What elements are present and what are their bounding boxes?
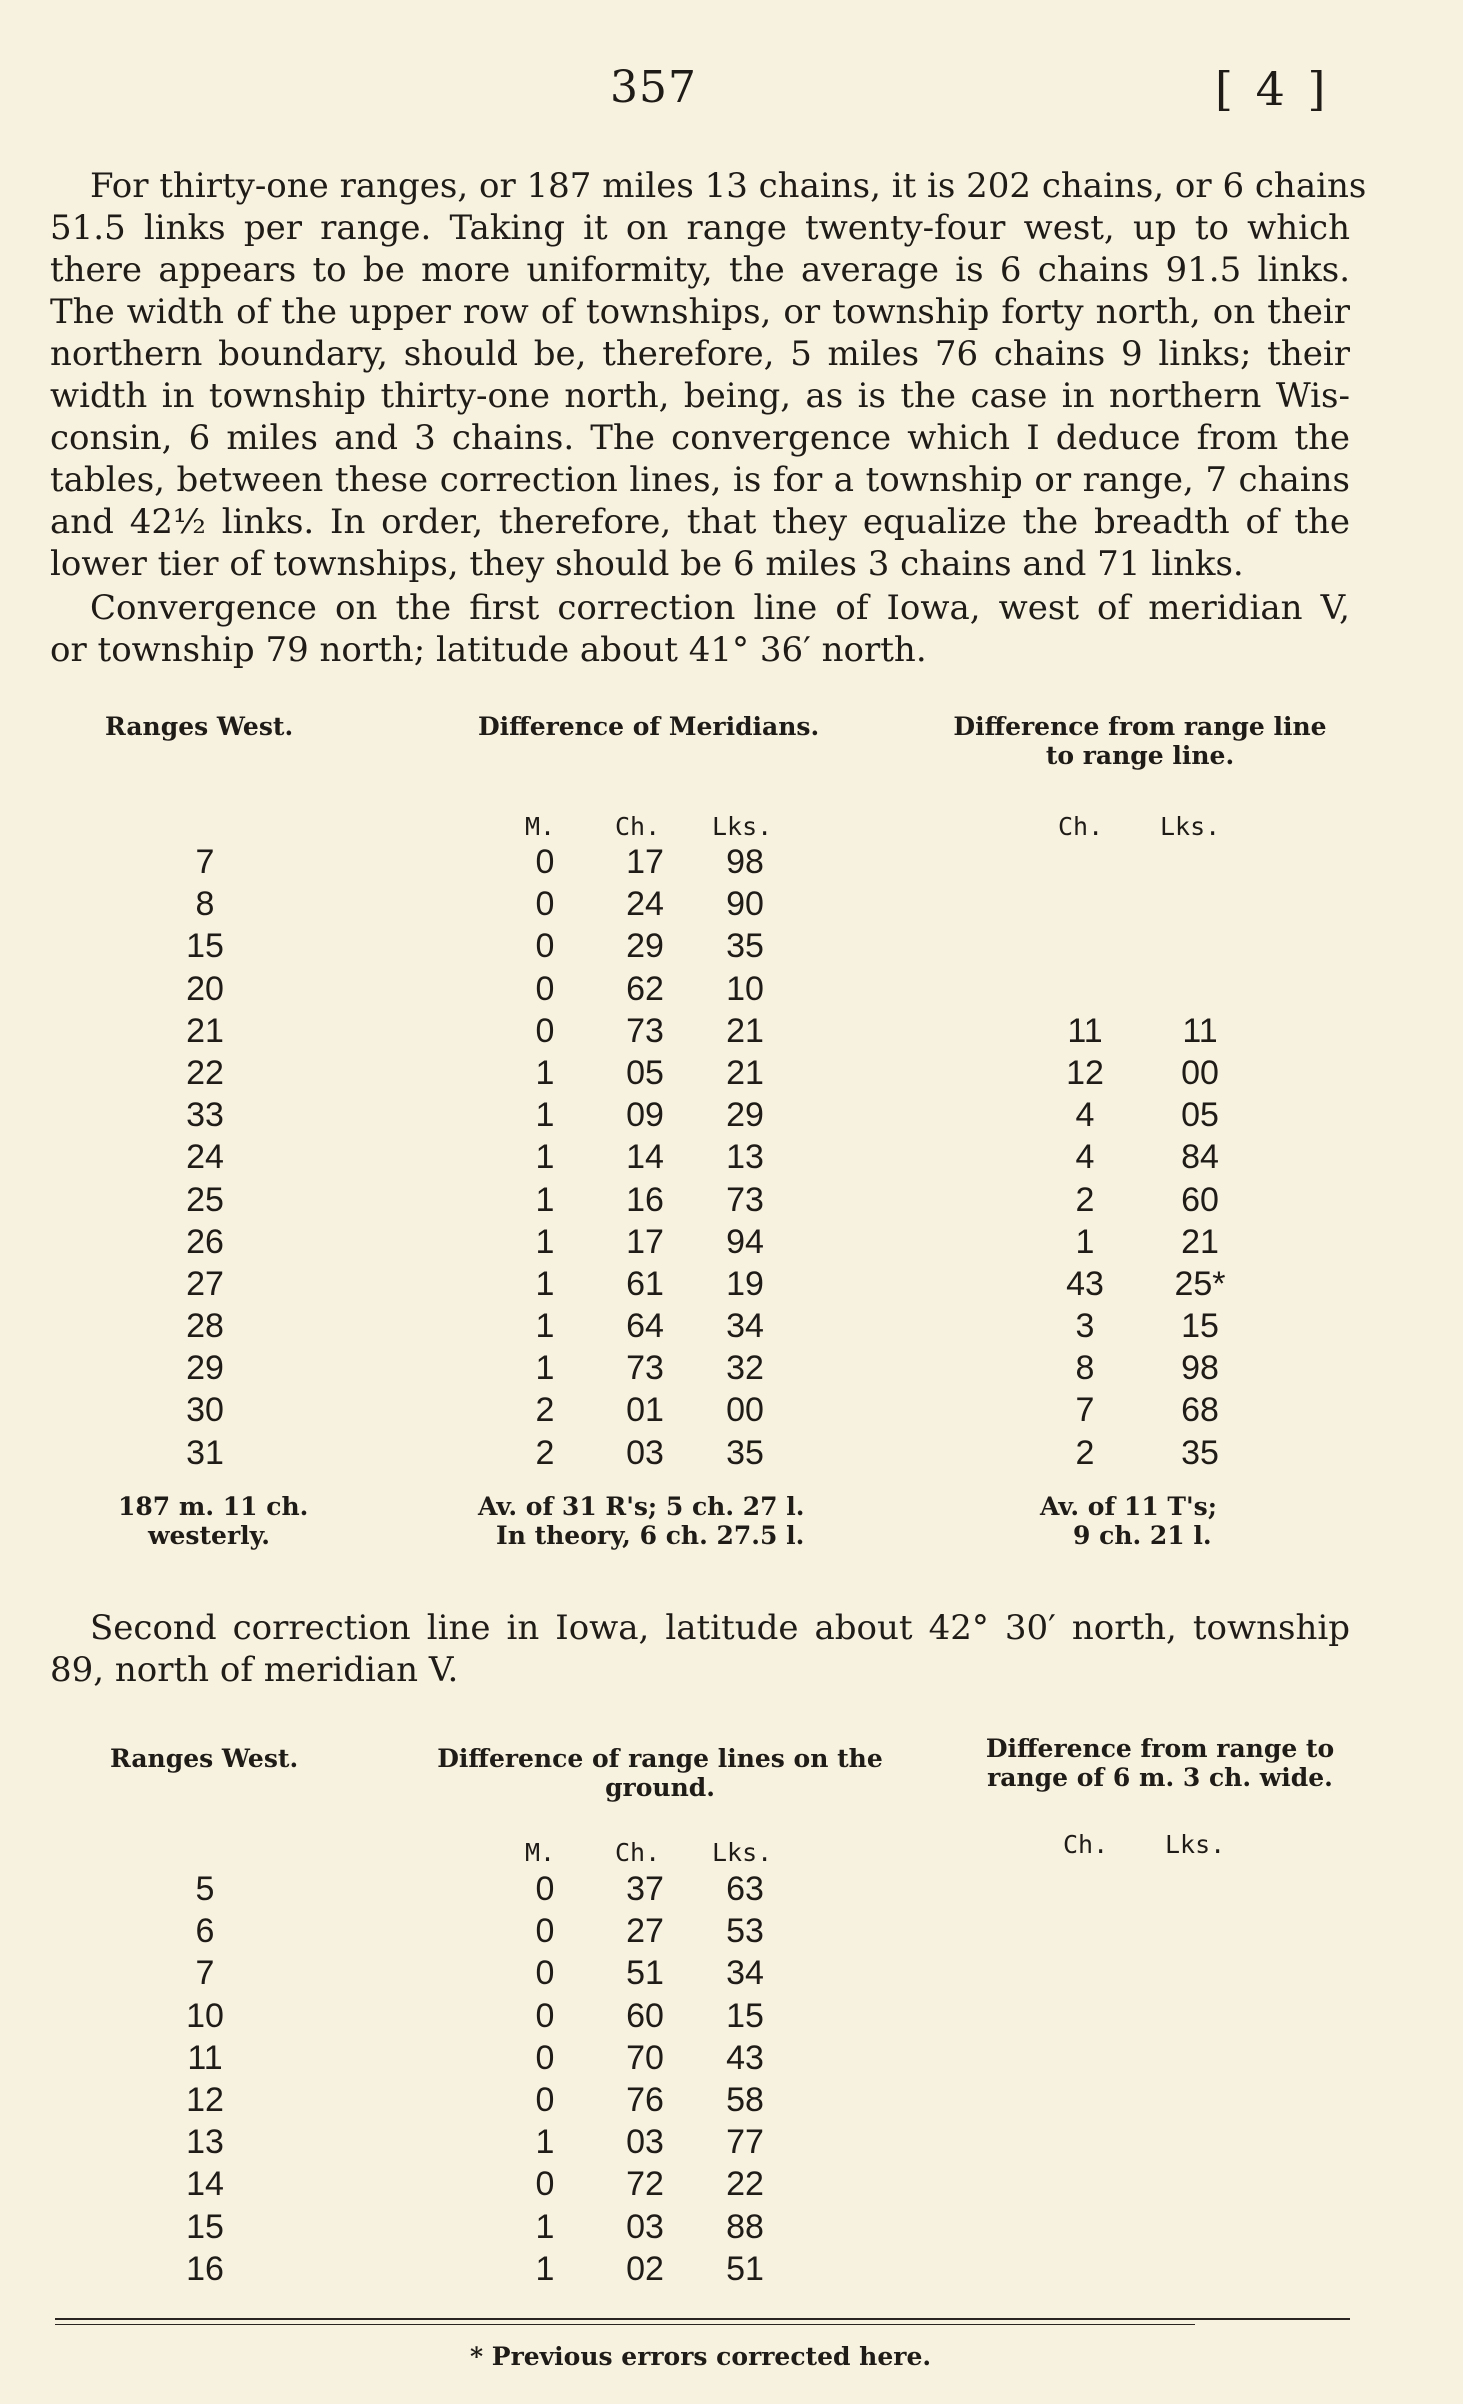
cell-m: 1	[535, 1138, 555, 1177]
paragraph-line: 51.5 links per range. Taking it on range twenty-four west, up to which	[50, 208, 1350, 248]
document-number: [ 4 ]	[1215, 62, 1330, 116]
cell-ch: 03	[626, 2207, 664, 2246]
cell-ch: 09	[626, 1096, 664, 1135]
cell-ch: 17	[626, 843, 664, 881]
cell-ch: 37	[626, 1870, 664, 1908]
cell-m: 0	[535, 1912, 555, 1951]
cell-range: 13	[186, 2123, 224, 2162]
table-row	[0, 1954, 1463, 1996]
cell-ch: 02	[626, 2249, 664, 2288]
paragraph-line: width in township thirty-one north, being, as is the case in northern Wis-	[50, 376, 1350, 416]
table2-sub-dlks: Lks.	[1165, 1830, 1226, 1859]
cell-lks: 77	[726, 2123, 764, 2162]
table2-body	[0, 1870, 1463, 2292]
cell-dch: 7	[1075, 1391, 1095, 1430]
table-row	[0, 1307, 1463, 1349]
table1-foot-range-1: 187 m. 11 ch.	[118, 1492, 309, 1521]
cell-m: 1	[535, 1180, 555, 1219]
cell-m: 0	[535, 1011, 555, 1050]
cell-dlks: 25*	[1174, 1264, 1226, 1303]
cell-range: 22	[186, 1053, 224, 1092]
cell-range: 15	[186, 2207, 224, 2246]
paragraph-line: there appears to be more uniformity, the average is 6 chains 91.5 links.	[50, 250, 1350, 290]
cell-m: 2	[535, 1433, 555, 1472]
table2-sub-m: M.	[525, 1838, 556, 1867]
table-row	[0, 1012, 1463, 1054]
table1-header-diff-meridians: Difference of Meridians.	[478, 712, 820, 741]
cell-ch: 03	[626, 2123, 664, 2162]
cell-lks: 10	[726, 969, 764, 1008]
table-row	[0, 1434, 1463, 1476]
cell-lks: 13	[726, 1138, 764, 1177]
cell-range: 33	[186, 1096, 224, 1135]
table1-sub-dch: Ch.	[1058, 812, 1104, 841]
table-row	[0, 2208, 1463, 2250]
cell-ch: 73	[626, 1011, 664, 1050]
cell-ch: 70	[626, 2038, 664, 2077]
cell-dlks: 00	[1181, 1053, 1219, 1092]
table1-header-ranges: Ranges West.	[105, 712, 294, 741]
table2-sub-ch: Ch.	[615, 1838, 661, 1867]
table-row	[0, 1223, 1463, 1265]
table2-header-diff-2: ground.	[605, 1773, 715, 1802]
cell-range: 12	[186, 2080, 224, 2119]
cell-range: 14	[186, 2165, 224, 2204]
table-row	[0, 2165, 1463, 2207]
cell-range: 20	[186, 969, 224, 1008]
table1-foot-range-2: westerly.	[148, 1521, 270, 1550]
table-row	[0, 1138, 1463, 1180]
table-row	[0, 843, 1463, 885]
paragraph-line: tables, between these correction lines, is for a township or range, 7 chains	[50, 460, 1350, 500]
cell-ch: 72	[626, 2165, 664, 2204]
table-row	[0, 1912, 1463, 1954]
table-row	[0, 1349, 1463, 1391]
table1-sub-m: M.	[525, 812, 556, 841]
cell-m: 0	[535, 843, 555, 881]
cell-ch: 62	[626, 969, 664, 1008]
cell-lks: 00	[726, 1391, 764, 1430]
cell-range: 7	[195, 843, 215, 881]
cell-lks: 21	[726, 1053, 764, 1092]
table2-header-right-2: range of 6 m. 3 ch. wide.	[987, 1763, 1333, 1792]
cell-ch: 27	[626, 1912, 664, 1951]
cell-ch: 64	[626, 1307, 664, 1346]
table-row	[0, 2250, 1463, 2292]
cell-range: 10	[186, 1996, 224, 2035]
cell-dch: 4	[1075, 1138, 1095, 1177]
table1-sub-lks: Lks.	[712, 812, 773, 841]
table1-sub-dlks: Lks.	[1160, 812, 1221, 841]
cell-lks: 21	[726, 1011, 764, 1050]
table-row	[0, 970, 1463, 1012]
cell-dch: 2	[1075, 1433, 1095, 1472]
cell-range: 5	[195, 1870, 215, 1908]
cell-m: 2	[535, 1391, 555, 1430]
table1-foot-right-value: 9 ch. 21 l.	[1073, 1521, 1212, 1550]
table1-foot-right-average: Av. of 11 T's;	[1040, 1492, 1217, 1521]
cell-m: 1	[535, 2123, 555, 2162]
cell-dch: 12	[1066, 1053, 1104, 1092]
cell-m: 1	[535, 2207, 555, 2246]
table1-header-diff-range-line-1: Difference from range line	[953, 712, 1327, 741]
cell-range: 31	[186, 1433, 224, 1472]
paragraph-second-correction	[50, 1607, 1350, 1691]
footnote-rule-long	[55, 2318, 1350, 2320]
table-row	[0, 1391, 1463, 1433]
cell-ch: 51	[626, 1954, 664, 1993]
table1-header-diff-range-line-2: to range line.	[1045, 741, 1235, 770]
cell-range: 16	[186, 2249, 224, 2288]
cell-m: 1	[535, 1053, 555, 1092]
table1-foot-average: Av. of 31 R's; 5 ch. 27 l.	[478, 1492, 805, 1521]
cell-ch: 60	[626, 1996, 664, 2035]
table2-header-right-1: Difference from range to	[985, 1734, 1335, 1763]
page-number: 357	[610, 62, 697, 113]
cell-m: 0	[535, 2165, 555, 2204]
footnote-text: * Previous errors corrected here.	[470, 2342, 932, 2371]
table-row	[0, 1870, 1463, 1912]
cell-dch: 4	[1075, 1096, 1095, 1135]
paragraph-line: Convergence on the first correction line of Iowa, west of meridian V,	[90, 588, 1350, 628]
cell-range: 6	[195, 1912, 215, 1951]
cell-m: 0	[535, 1954, 555, 1993]
cell-lks: 29	[726, 1096, 764, 1135]
cell-lks: 19	[726, 1264, 764, 1303]
cell-ch: 29	[626, 927, 664, 966]
cell-range: 8	[195, 885, 215, 924]
table-row	[0, 1096, 1463, 1138]
paragraph-line: 89, north of meridian V.	[50, 1650, 459, 1690]
table-row	[0, 1181, 1463, 1223]
cell-dlks: 68	[1181, 1391, 1219, 1430]
cell-ch: 01	[626, 1391, 664, 1430]
paragraph-line: lower tier of townships, they should be 6 miles 3 chains and 71 links.	[50, 544, 1244, 584]
cell-dlks: 35	[1181, 1433, 1219, 1472]
cell-m: 0	[535, 1870, 555, 1908]
cell-lks: 35	[726, 927, 764, 966]
cell-lks: 63	[726, 1870, 764, 1908]
cell-lks: 32	[726, 1349, 764, 1388]
footnote-rule-short	[55, 2324, 1195, 2325]
cell-range: 7	[195, 1954, 215, 1993]
cell-lks: 58	[726, 2080, 764, 2119]
cell-lks: 90	[726, 885, 764, 924]
cell-ch: 61	[626, 1264, 664, 1303]
cell-lks: 53	[726, 1912, 764, 1951]
cell-lks: 35	[726, 1433, 764, 1472]
cell-dlks: 98	[1181, 1349, 1219, 1388]
cell-m: 1	[535, 1096, 555, 1135]
paragraph-line: and 42½ links. In order, therefore, that they equalize the breadth of the	[50, 502, 1350, 542]
cell-ch: 05	[626, 1053, 664, 1092]
cell-range: 30	[186, 1391, 224, 1430]
cell-m: 0	[535, 2080, 555, 2119]
table-row	[0, 2081, 1463, 2123]
cell-m: 1	[535, 2249, 555, 2288]
table2-sub-dch: Ch.	[1063, 1830, 1109, 1859]
cell-range: 25	[186, 1180, 224, 1219]
cell-ch: 24	[626, 885, 664, 924]
paragraph-intro	[50, 165, 1367, 585]
cell-range: 15	[186, 927, 224, 966]
table2-sub-lks: Lks.	[712, 1838, 773, 1867]
cell-range: 11	[187, 2038, 223, 2077]
cell-lks: 34	[726, 1954, 764, 1993]
cell-lks: 34	[726, 1307, 764, 1346]
cell-range: 21	[186, 1011, 224, 1050]
cell-ch: 17	[626, 1222, 664, 1261]
table-row	[0, 2123, 1463, 2165]
cell-lks: 43	[726, 2038, 764, 2077]
cell-dlks: 21	[1181, 1222, 1219, 1261]
cell-lks: 15	[726, 1996, 764, 2035]
cell-dch: 43	[1066, 1264, 1104, 1303]
table-row	[0, 2039, 1463, 2081]
cell-m: 0	[535, 885, 555, 924]
paragraph-line: Second correction line in Iowa, latitude about 42° 30′ north, township	[90, 1608, 1350, 1648]
cell-dlks: 05	[1181, 1096, 1219, 1135]
cell-m: 0	[535, 1996, 555, 2035]
cell-dch: 2	[1075, 1180, 1095, 1219]
paragraph-line: northern boundary, should be, therefore, 5 miles 76 chains 9 links; their	[50, 334, 1350, 374]
cell-dch: 11	[1067, 1011, 1103, 1050]
cell-ch: 76	[626, 2080, 664, 2119]
cell-lks: 51	[726, 2249, 764, 2288]
cell-range: 24	[186, 1138, 224, 1177]
table1-body	[0, 843, 1463, 1476]
cell-m: 1	[535, 1307, 555, 1346]
cell-ch: 14	[626, 1138, 664, 1177]
cell-lks: 98	[726, 843, 764, 881]
table-row	[0, 1997, 1463, 2039]
paragraph-line: consin, 6 miles and 3 chains. The convergence which I deduce from the	[50, 418, 1350, 458]
cell-dch: 1	[1075, 1222, 1095, 1261]
cell-m: 1	[535, 1222, 555, 1261]
paragraph-line: The width of the upper row of townships, or township forty north, on their	[50, 292, 1350, 332]
cell-m: 0	[535, 2038, 555, 2077]
cell-lks: 73	[726, 1180, 764, 1219]
cell-dch: 3	[1075, 1307, 1095, 1346]
paragraph-line: or township 79 north; latitude about 41° 36′ north.	[50, 630, 927, 670]
table-row	[0, 927, 1463, 969]
cell-range: 29	[186, 1349, 224, 1388]
cell-range: 28	[186, 1307, 224, 1346]
cell-ch: 03	[626, 1433, 664, 1472]
cell-dlks: 60	[1181, 1180, 1219, 1219]
cell-range: 26	[186, 1222, 224, 1261]
table-row	[0, 1265, 1463, 1307]
cell-dch: 8	[1075, 1349, 1095, 1388]
paragraph-convergence-heading	[50, 587, 1350, 671]
cell-m: 1	[535, 1349, 555, 1388]
cell-ch: 73	[626, 1349, 664, 1388]
cell-dlks: 84	[1181, 1138, 1219, 1177]
cell-lks: 94	[726, 1222, 764, 1261]
cell-dlks: 15	[1181, 1307, 1219, 1346]
table2-header-ranges: Ranges West.	[110, 1744, 299, 1773]
table1-foot-theory: In theory, 6 ch. 27.5 l.	[496, 1521, 805, 1550]
cell-lks: 22	[726, 2165, 764, 2204]
cell-m: 0	[535, 927, 555, 966]
table2-header-diff-1: Difference of range lines on the	[437, 1744, 883, 1773]
table-row	[0, 885, 1463, 927]
cell-lks: 88	[726, 2207, 764, 2246]
cell-range: 27	[186, 1264, 224, 1303]
table-row	[0, 1054, 1463, 1096]
cell-dlks: 11	[1182, 1011, 1218, 1050]
cell-ch: 16	[626, 1180, 664, 1219]
table1-sub-ch: Ch.	[615, 812, 661, 841]
cell-m: 0	[535, 969, 555, 1008]
cell-m: 1	[535, 1264, 555, 1303]
paragraph-line: For thirty-one ranges, or 187 miles 13 chains, it is 202 chains, or 6 chains	[90, 166, 1367, 206]
